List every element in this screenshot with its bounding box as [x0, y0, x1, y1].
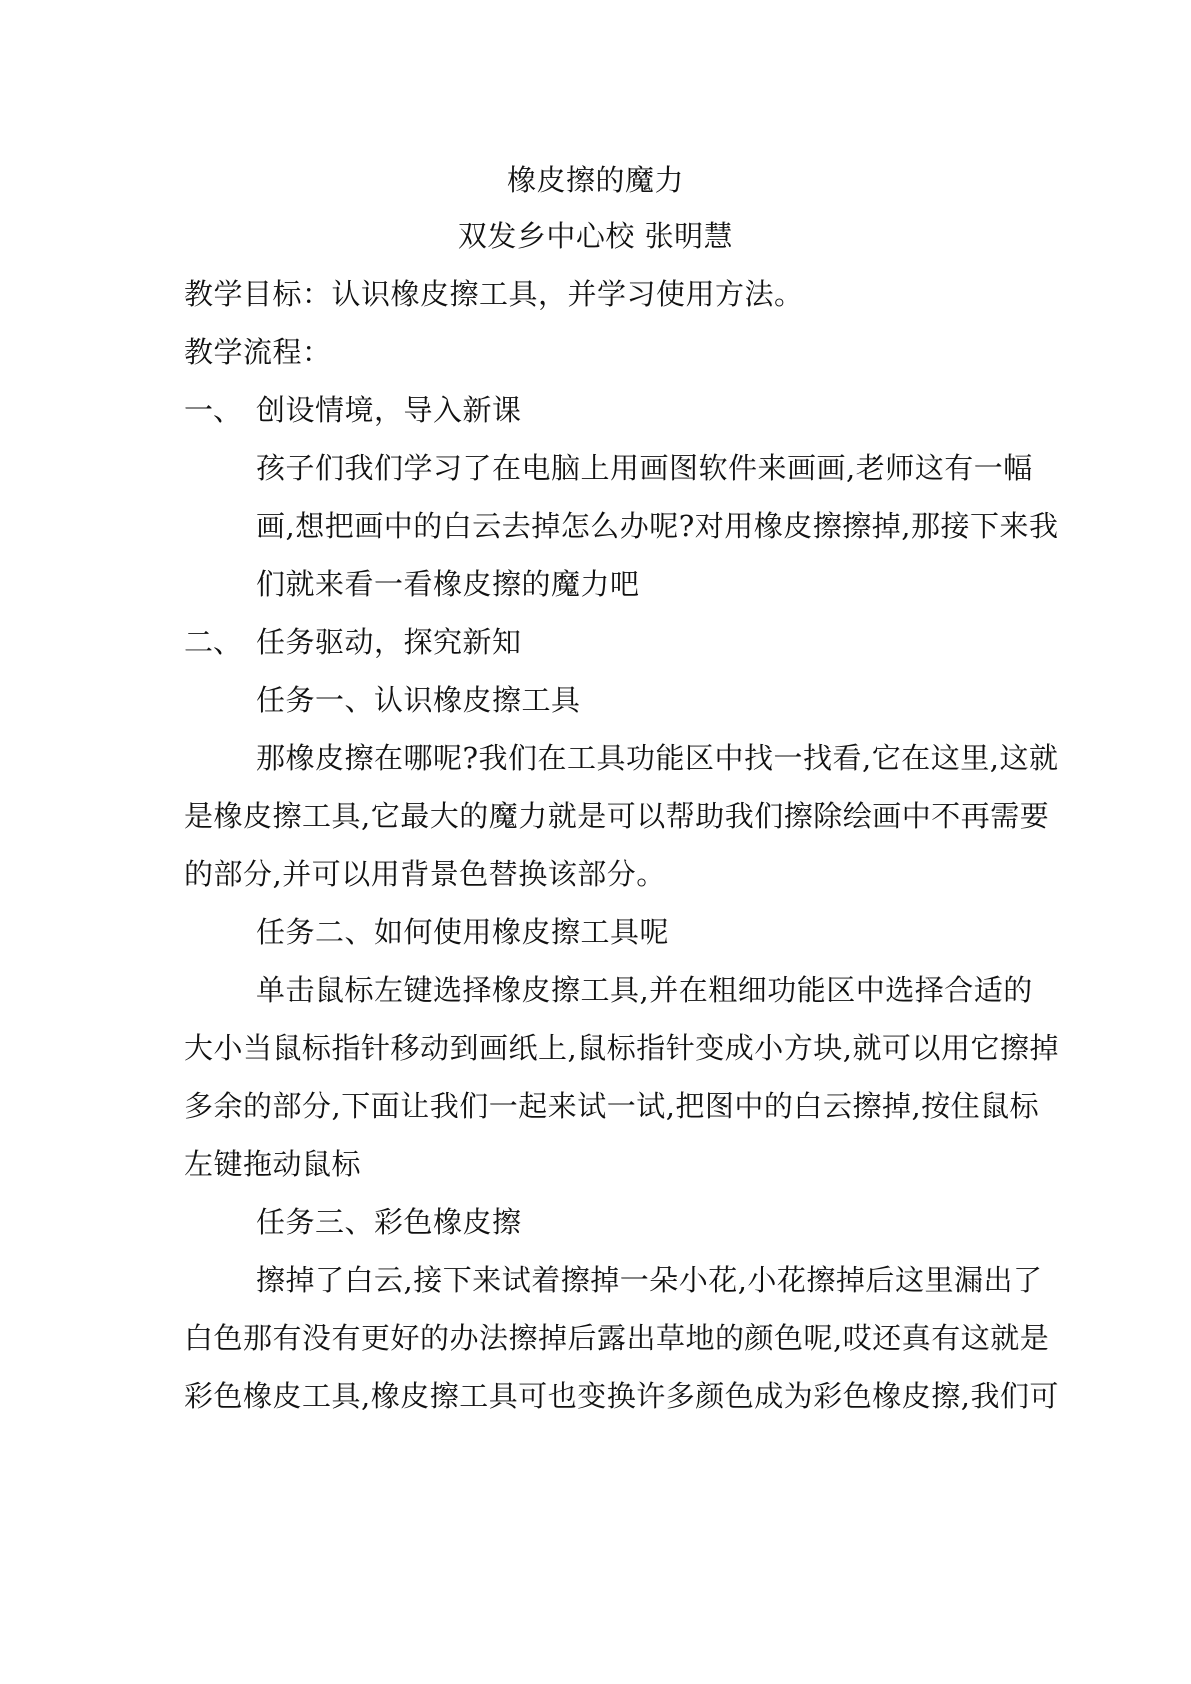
task1-paragraph-line: 那橡皮擦在哪呢?我们在工具功能区中找一找看,它在这里,这就	[256, 741, 1059, 775]
section1-heading: 创设情境，导入新课	[256, 393, 522, 427]
task3-heading: 任务三、彩色橡皮擦	[256, 1205, 522, 1239]
document-author: 双发乡中心校 张明慧	[457, 219, 734, 253]
section2-heading: 任务驱动，探究新知	[256, 625, 522, 659]
section1-paragraph-line: 们就来看一看橡皮擦的魔力吧	[256, 567, 640, 601]
section1-paragraph-line: 画,想把画中的白云去掉怎么办呢?对用橡皮擦擦掉,那接下来我	[256, 509, 1059, 543]
task3-paragraph-line: 白色那有没有更好的办法擦掉后露出草地的颜色呢,哎还真有这就是	[184, 1321, 1050, 1355]
teaching-goal: 教学目标：认识橡皮擦工具，并学习使用方法。	[184, 277, 804, 311]
section2-number: 二、	[184, 625, 243, 659]
task1-heading: 任务一、认识橡皮擦工具	[256, 683, 581, 717]
task1-paragraph-line: 的部分,并可以用背景色替换该部分。	[184, 857, 666, 891]
document-title: 橡皮擦的魔力	[506, 163, 684, 197]
flow-heading: 教学流程：	[184, 335, 332, 369]
task2-paragraph-line: 大小当鼠标指针移动到画纸上,鼠标指针变成小方块,就可以用它擦掉	[184, 1031, 1059, 1065]
task2-paragraph-line: 左键拖动鼠标	[184, 1147, 362, 1181]
section1-number: 一、	[184, 393, 243, 427]
task2-paragraph-line: 多余的部分,下面让我们一起来试一试,把图中的白云擦掉,按住鼠标	[184, 1089, 1040, 1123]
task3-paragraph-line: 彩色橡皮工具,橡皮擦工具可也变换许多颜色成为彩色橡皮擦,我们可	[184, 1379, 1059, 1413]
task2-paragraph-line: 单击鼠标左键选择橡皮擦工具,并在粗细功能区中选择合适的	[256, 973, 1033, 1007]
section1-paragraph-line: 孩子们我们学习了在电脑上用画图软件来画画,老师这有一幅	[256, 451, 1033, 485]
task1-paragraph-line: 是橡皮擦工具,它最大的魔力就是可以帮助我们擦除绘画中不再需要	[184, 799, 1050, 833]
task2-heading: 任务二、如何使用橡皮擦工具呢	[256, 915, 670, 949]
task3-paragraph-line: 擦掉了白云,接下来试着擦掉一朵小花,小花擦掉后这里漏出了	[256, 1263, 1043, 1297]
